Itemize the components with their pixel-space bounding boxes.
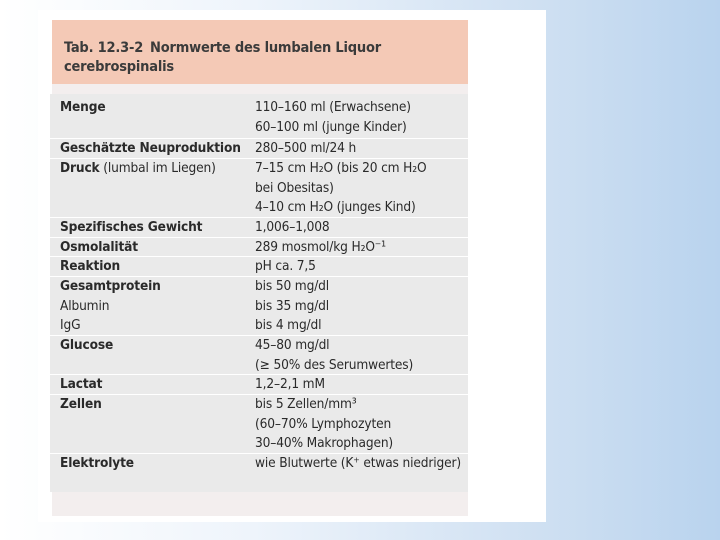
row-value: bis 5 Zellen/mm³ (60–70% Lymphozyten 30–40% Makrophagen) [255,396,394,451]
table-row [50,217,468,237]
row-label: Zellen [60,396,102,412]
row-value: wie Blutwerte (K⁺ etwas niedriger) [255,455,461,471]
normwerte-table [50,94,468,492]
row-value: bis 50 mg/dl bis 35 mg/dl bis 4 mg/dl [255,278,330,333]
table-row [50,256,468,276]
caption-title-line-1: Normwerte des lumbalen Liquor [150,40,382,56]
table-row [50,98,468,137]
table-row [50,374,468,394]
table-row [50,276,468,335]
row-label: Druck (lumbal im Liegen) [60,160,216,176]
row-label: Elektrolyte [60,455,134,471]
slide-frame [38,10,546,522]
table-row [50,158,468,217]
row-label: Albumin [60,297,110,314]
row-value: 1,2–2,1 mM [255,376,325,392]
row-value: 289 mosmol/kg H₂O⁻¹ [255,239,386,255]
table-row [50,335,468,374]
row-value: 7–15 cm H₂O (bis 20 cm H₂O bei Obesitas) 4–10 cm H₂O (junges Kind) [255,160,427,215]
row-label: IgG [60,317,81,333]
table-row [50,237,468,257]
row-label: Osmolalität [60,239,138,255]
row-value: 110–160 ml (Erwachsene) 60–100 ml (junge Kinder) [255,99,411,135]
row-value: pH ca. 7,5 [255,258,316,274]
row-label: Glucose [60,337,114,353]
row-value: 280–500 ml/24 h [255,140,357,156]
row-label: Reaktion [60,258,121,274]
row-label: Lactat [60,376,103,392]
row-label: Spezifisches Gewicht [60,219,203,235]
row-label: Gesamtprotein [60,278,161,294]
table-row [50,138,468,158]
row-label: Geschätzte Neuproduktion [60,140,241,156]
table-row [50,453,468,484]
caption-title-line-2: cerebrospinalis [64,59,174,75]
row-value: 1,006–1,008 [255,219,330,235]
table-caption [52,20,468,84]
row-label: Menge [60,99,106,115]
row-value: 45–80 mg/dl (≥ 50% des Serumwertes) [255,337,414,373]
table-row [50,394,468,453]
caption-line-1 [64,40,381,56]
caption-number: Tab. 12.3-2 [64,40,144,56]
